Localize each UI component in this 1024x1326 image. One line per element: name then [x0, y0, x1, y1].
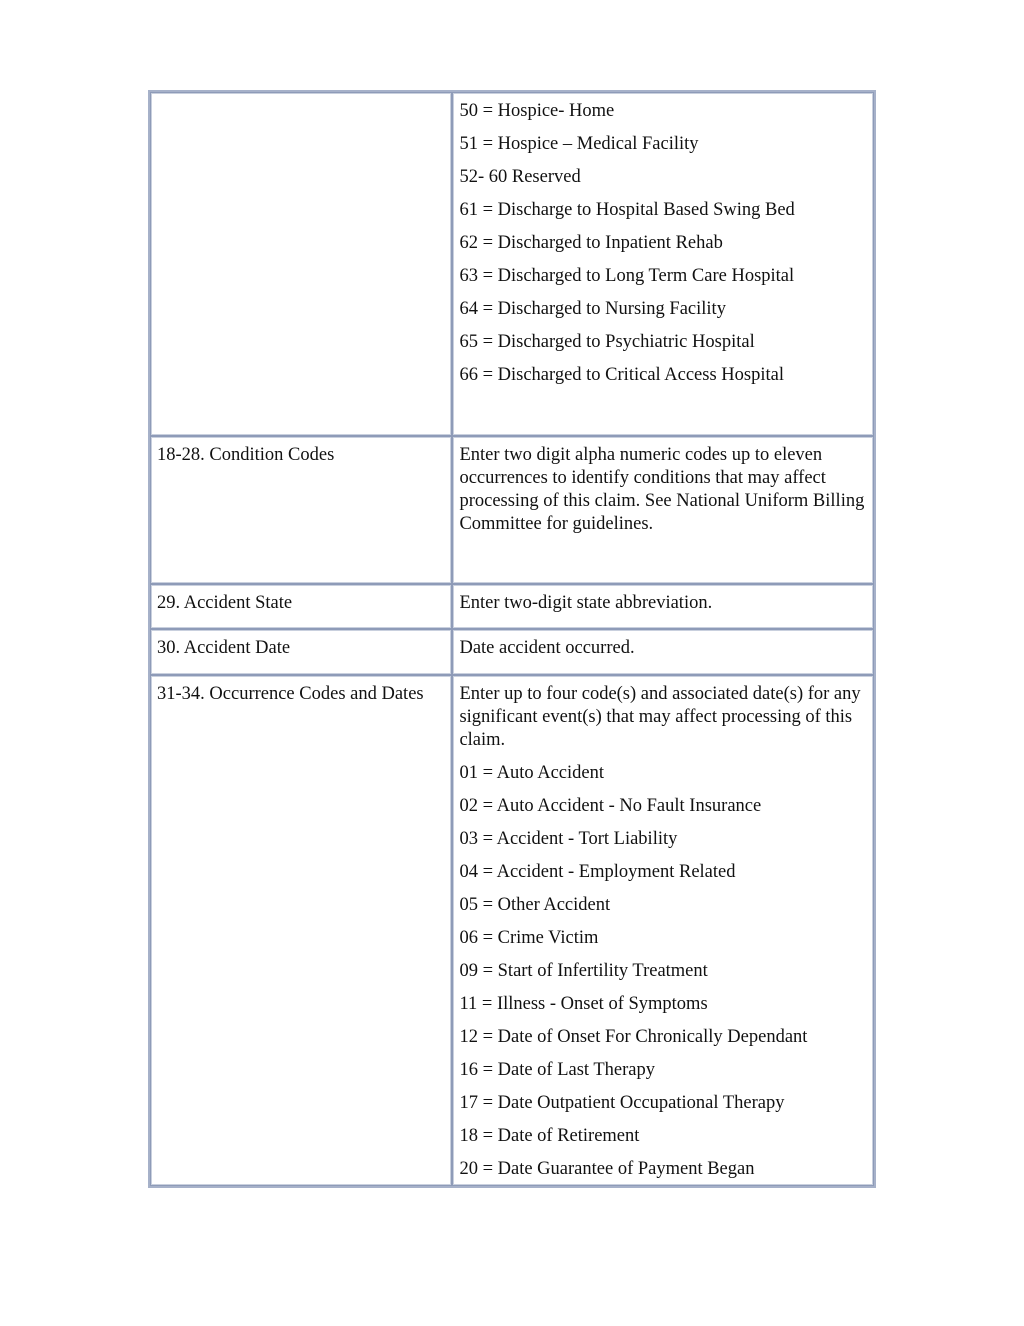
- field-name: 18-28. Condition Codes: [157, 445, 335, 465]
- code-line: 61 = Discharge to Hospital Based Swing Bed: [459, 200, 795, 220]
- table-row: [150, 629, 874, 675]
- field-description: Date accident occurred.: [459, 638, 635, 658]
- code-line: 18 = Date of Retirement: [459, 1126, 640, 1146]
- code-line: 52- 60 Reserved: [459, 167, 581, 187]
- code-line: 04 = Accident - Employment Related: [459, 862, 736, 882]
- field-description: Enter up to four code(s) and associated date(s) for any significant event(s) that may affect processing of this claim.: [459, 684, 861, 750]
- code-line: 65 = Discharged to Psychiatric Hospital: [459, 332, 755, 352]
- code-line: 62 = Discharged to Inpatient Rehab: [459, 233, 723, 253]
- description-cell: [452, 92, 874, 436]
- code-line: 63 = Discharged to Long Term Care Hospital: [459, 266, 795, 286]
- field-description: Enter two-digit state abbreviation.: [459, 593, 713, 613]
- code-line: 64 = Discharged to Nursing Facility: [459, 299, 726, 319]
- description-cell: [452, 629, 874, 675]
- code-line: 01 = Auto Accident: [459, 763, 604, 783]
- code-line: 05 = Other Accident: [459, 895, 611, 915]
- code-line: 50 = Hospice- Home: [459, 101, 615, 121]
- field-name: 29. Accident State: [157, 593, 293, 613]
- code-line: 02 = Auto Accident - No Fault Insurance: [459, 796, 762, 816]
- field-name: 30. Accident Date: [157, 638, 291, 658]
- description-cell: [452, 675, 874, 1186]
- description-cell: [452, 436, 874, 584]
- table-row: [150, 675, 874, 1186]
- field-name-cell: [150, 92, 452, 436]
- description-cell: [452, 584, 874, 629]
- code-line: 51 = Hospice – Medical Facility: [459, 134, 699, 154]
- code-line: 12 = Date of Onset For Chronically Dependant: [459, 1027, 808, 1047]
- code-line: 17 = Date Outpatient Occupational Therapy: [459, 1093, 785, 1113]
- code-line: 20 = Date Guarantee of Payment Began: [459, 1159, 755, 1179]
- field-name-cell: [150, 629, 452, 675]
- code-line: 66 = Discharged to Critical Access Hospital: [459, 365, 784, 385]
- code-line: 06 = Crime Victim: [459, 928, 599, 948]
- code-line: 03 = Accident - Tort Liability: [459, 829, 678, 849]
- field-name-cell: [150, 436, 452, 584]
- billing-field-table: [148, 90, 876, 1188]
- field-description: Enter two digit alpha numeric codes up to eleven occurrences to identify conditions that may affect processing of this claim. See National Uniform Billing Committee for guidelines.: [459, 445, 865, 534]
- code-line: 16 = Date of Last Therapy: [459, 1060, 655, 1080]
- table-row: [150, 92, 874, 436]
- table-row: [150, 584, 874, 629]
- field-name: 31-34. Occurrence Codes and Dates: [157, 684, 424, 704]
- code-line: 09 = Start of Infertility Treatment: [459, 961, 708, 981]
- field-name-cell: [150, 675, 452, 1186]
- code-line: 11 = Illness - Onset of Symptoms: [459, 994, 708, 1014]
- table-row: [150, 436, 874, 584]
- field-name-cell: [150, 584, 452, 629]
